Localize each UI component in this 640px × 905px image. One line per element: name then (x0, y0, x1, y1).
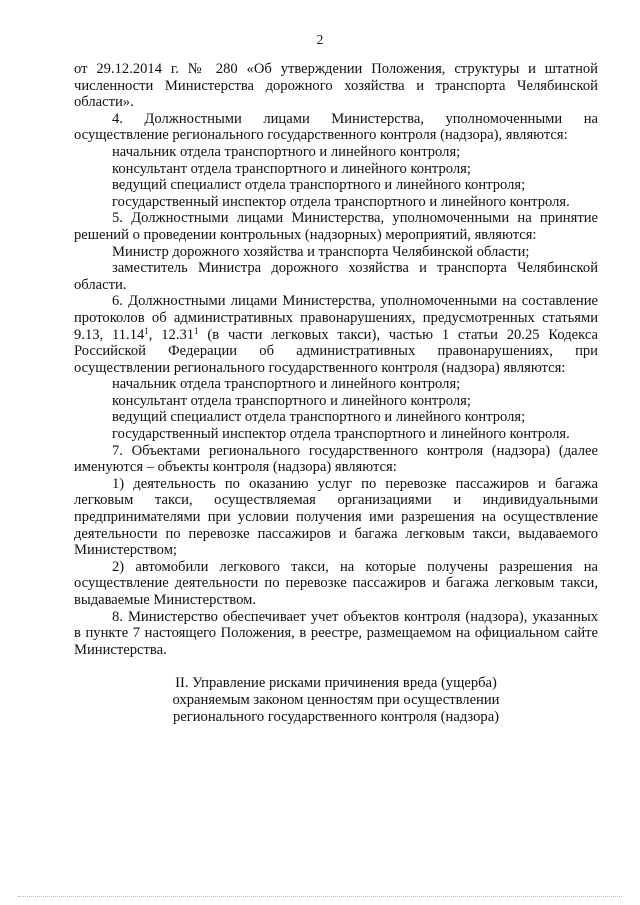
clause-7: 7. Объектами регионального государственного контроля (надзора) (далее именуются – объекты контроля (надзора) являются: (74, 442, 598, 476)
clause-6-item: начальник отдела транспортного и линейного контроля; (112, 376, 461, 393)
clause-6-text-part3: (в части легковых такси), частью 1 статьи 20.25 Кодекса Российской Федерации об административных правонарушениях, при осуществлении регионального государственного контроля (надзора) являются: (74, 326, 598, 376)
clause-4-item: государственный инспектор отдела транспортного и линейного контроля. (112, 193, 570, 210)
page-bottom-edge (18, 896, 622, 897)
page-number: 2 (316, 32, 324, 47)
section-heading (74, 675, 598, 726)
clause-5-item: Министр дорожного хозяйства и транспорта Челябинской области; (112, 243, 530, 260)
section-heading-line: охраняемым законом ценностям при осуществлении (172, 692, 500, 709)
section-heading-line: II. Управление рисками причинения вреда (ущерба) (175, 675, 497, 692)
document-body (74, 61, 598, 726)
intro-paragraph: от 29.12.2014 г. № 280 «Об утверждении Положения, структуры и штатной численности Министерства дорожного хозяйства и транспорта Челябинской области». (74, 61, 598, 111)
clause-6-text-part2: , 12.31 (148, 326, 195, 343)
clause-6-item: государственный инспектор отдела транспортного и линейного контроля. (112, 426, 570, 443)
clause-6 (74, 293, 598, 376)
clause-8: 8. Министерство обеспечивает учет объектов контроля (надзора), указанных в пункте 7 настоящего Положения, в реестре, размещаемом на официальном сайте Министерства. (74, 608, 598, 658)
clause-7-subitem-1: 1) деятельность по оказанию услуг по перевозке пассажиров и багажа легковым такси, осуществляемая организациями и индивидуальными предпринимателями при условии получения ими разрешения на осуществление деятельности по перевозке пассажиров и багажа легковым такси, выдаваемого Министерством; (74, 475, 598, 559)
superscript: 1 (144, 325, 149, 336)
clause-6-item: ведущий специалист отдела транспортного и линейного контроля; (112, 409, 526, 426)
clause-5-item: заместитель Министра дорожного хозяйства и транспорта Челябинской области. (74, 260, 598, 293)
clause-4: 4. Должностными лицами Министерства, уполномоченными на осуществление регионального государственного контроля (надзора), являются: (74, 110, 598, 144)
superscript: 1 (194, 325, 199, 336)
clause-6-text-part1: 6. Должностными лицами Министерства, уполномоченными на составление протоколов об административных правонарушениях, предусмотренных статьями 9.13, 11.14 (74, 293, 598, 343)
clause-7-subitem-2: 2) автомобили легкового такси, на которые получены разрешения на осуществление деятельности по перевозке пассажиров и багажа легковым такси, выдаваемые Министерством. (74, 558, 598, 608)
clause-6-item: консультант отдела транспортного и линейного контроля; (112, 392, 471, 409)
clause-5: 5. Должностными лицами Министерства, уполномоченными на принятие решений о проведении контрольных (надзорных) мероприятий, являются: (74, 210, 598, 243)
clause-4-item: начальник отдела транспортного и линейного контроля; (112, 143, 461, 160)
section-heading-line: регионального государственного контроля (надзора) (172, 709, 500, 726)
clause-4-item: ведущий специалист отдела транспортного и линейного контроля; (112, 177, 526, 194)
clause-4-item: консультант отдела транспортного и линейного контроля; (112, 160, 471, 177)
